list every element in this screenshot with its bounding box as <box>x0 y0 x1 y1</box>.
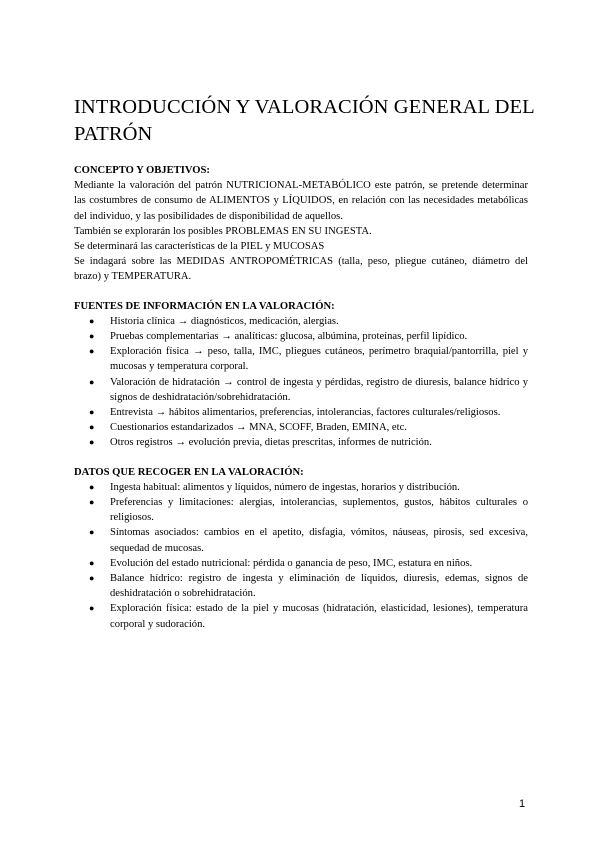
bullet-icon: ● <box>89 346 95 357</box>
list-item: ● Balance hídrico: registro de ingesta y eliminación de líquidos, diuresis, edemas, signos de deshidratación o sobrehidratación. <box>89 573 528 600</box>
bullet-icon: ● <box>89 557 95 568</box>
section-heading-fuentes: FUENTES DE INFORMACIÓN EN LA VALORACIÓN: <box>74 300 335 312</box>
list-item: ● Cuestionarios estandarizados → MNA, SCOFF, Braden, EMINA, etc. <box>74 420 528 435</box>
paragraph: Se determinará las características de la PIEL y MUCOSAS <box>74 241 325 253</box>
bullet-icon: ● <box>89 407 95 418</box>
bullet-list-datos <box>74 480 528 632</box>
list-item: ● Preferencias y limitaciones: alergias, intolerancias, suplementos, gustos, hábitos culturales o religiosos. <box>89 497 528 524</box>
list-item: ● Pruebas complementarias → analíticas: glucosa, albúmina, proteínas, perfil lipídico. <box>74 329 528 344</box>
bullet-icon: ● <box>89 573 95 584</box>
bullet-icon: ● <box>89 527 95 538</box>
list-item: ● Síntomas asociados: cambios en el apetito, disfagia, vómitos, náuseas, pirosis, sed excesiva, sequedad de mucosas. <box>89 527 528 554</box>
section-fuentes <box>74 299 528 451</box>
document-body <box>74 163 528 639</box>
document-title: INTRODUCCIÓN Y VALORACIÓN GENERAL DEL PATRÓN <box>74 96 534 145</box>
bullet-icon: ● <box>89 437 95 448</box>
list-item: ● Ingesta habitual: alimentos y líquidos, número de ingestas, horarios y distribución. <box>74 480 528 495</box>
bullet-icon: ● <box>89 331 95 342</box>
bullet-icon: ● <box>89 497 95 508</box>
section-datos <box>74 465 528 632</box>
list-item: ● Exploración física: estado de la piel y mucosas (hidratación, elasticidad, lesiones), temperatura corporal y sudoración. <box>89 603 528 630</box>
list-item: ● Historia clínica → diagnósticos, medicación, alergias. <box>74 314 528 329</box>
bullet-icon: ● <box>89 315 95 326</box>
bullet-icon: ● <box>89 603 95 614</box>
bullet-list-fuentes <box>74 314 528 451</box>
section-heading-datos: DATOS QUE RECOGER EN LA VALORACIÓN: <box>74 466 304 478</box>
paragraph: Mediante la valoración del patrón NUTRICIONAL-METABÓLICO este patrón, se pretende determinar las costumbres de consumo de ALIMENTOS y LÍQUIDOS, en relación con las necesidades metabólicas del individuo, y las posibilidades de disponibilidad de aquellos. <box>74 180 528 222</box>
section-heading-concepto: CONCEPTO Y OBJETIVOS: <box>74 165 210 176</box>
list-item: ● Exploración física → peso, talla, IMC, pliegues cutáneos, perímetro braquial/pantorrilla, piel y mucosas y temperatura corporal. <box>89 346 528 373</box>
bullet-icon: ● <box>89 481 95 492</box>
paragraph: También se explorarán los posibles PROBLEMAS EN SU INGESTA. <box>74 225 372 237</box>
page-number: 1 <box>519 798 526 810</box>
bullet-icon: ● <box>89 422 95 433</box>
paragraph: Se indagará sobre las MEDIDAS ANTROPOMÉTRICAS (talla, peso, pliegue cutáneo, diámetro del brazo) y TEMPERATURA. <box>74 256 528 283</box>
list-item: ● Valoración de hidratación → control de ingesta y pérdidas, registro de diuresis, balance hídrico y signos de deshidratación/sobrehidratación. <box>89 376 528 403</box>
bullet-icon: ● <box>89 376 95 387</box>
list-item: ● Evolución del estado nutricional: pérdida o ganancia de peso, IMC, estatura en niños. <box>74 556 528 571</box>
section-concepto <box>74 163 528 285</box>
list-item: ● Otros registros → evolución previa, dietas prescritas, informes de nutrición. <box>74 435 528 450</box>
list-item: ● Entrevista → hábitos alimentarios, preferencias, intolerancias, factores culturales/religiosos. <box>74 405 528 420</box>
